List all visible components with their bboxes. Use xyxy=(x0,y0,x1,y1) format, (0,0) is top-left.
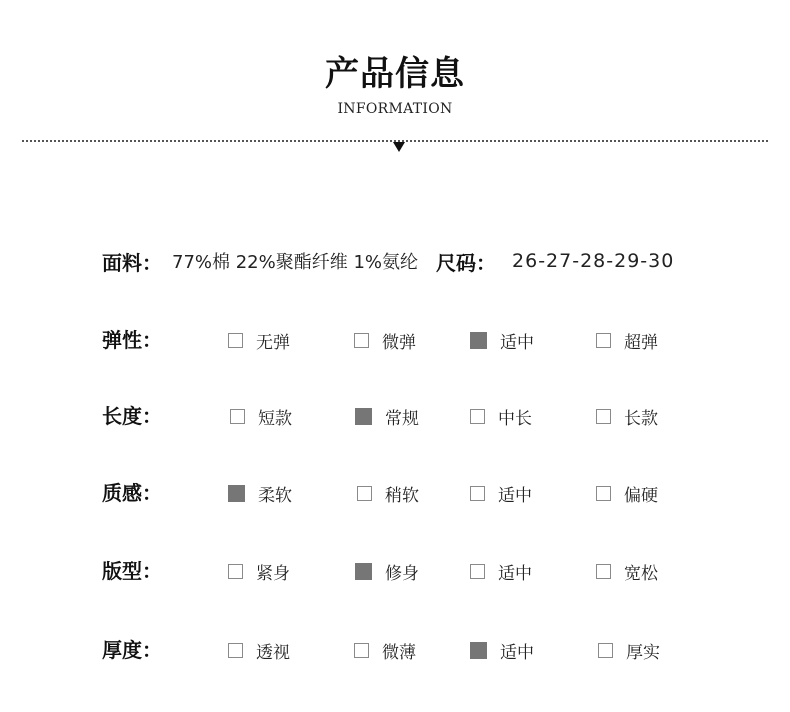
option-label: 宽松 xyxy=(624,563,658,584)
option-label: 微薄 xyxy=(382,642,416,663)
option-slim[interactable] xyxy=(355,557,419,585)
option-moderate-fit[interactable] xyxy=(470,557,532,585)
option-loose[interactable] xyxy=(596,557,658,585)
option-label: 稍软 xyxy=(385,485,419,506)
attribute-row-length xyxy=(0,402,790,430)
option-label: 柔软 xyxy=(258,485,292,506)
checkbox-icon xyxy=(596,564,611,579)
checkbox-icon xyxy=(470,564,485,579)
checkbox-icon xyxy=(596,409,611,424)
checkbox-icon xyxy=(470,486,485,501)
attribute-label: 厚度： xyxy=(102,638,162,662)
checkbox-icon xyxy=(598,643,613,658)
checked-box-icon xyxy=(470,642,487,659)
option-regular[interactable] xyxy=(355,402,419,430)
option-slightly-thin[interactable] xyxy=(354,636,416,664)
option-label: 无弹 xyxy=(256,332,290,353)
option-soft[interactable] xyxy=(228,479,292,507)
option-label: 偏硬 xyxy=(624,485,658,506)
checkbox-icon xyxy=(357,486,372,501)
option-long[interactable] xyxy=(596,402,658,430)
option-slight-stretch[interactable] xyxy=(354,326,416,354)
option-sheer[interactable] xyxy=(228,636,290,664)
checkbox-icon xyxy=(596,486,611,501)
option-label: 适中 xyxy=(498,563,532,584)
divider-arrow-icon xyxy=(393,142,405,152)
attribute-row-texture xyxy=(0,479,790,507)
option-label: 常规 xyxy=(385,408,419,429)
option-label: 适中 xyxy=(500,642,534,663)
option-label: 厚实 xyxy=(626,642,660,663)
checkbox-icon xyxy=(228,564,243,579)
option-label: 适中 xyxy=(500,332,534,353)
checked-box-icon xyxy=(355,408,372,425)
option-stiff[interactable] xyxy=(596,479,658,507)
attribute-row-fit xyxy=(0,557,790,585)
option-tight[interactable] xyxy=(228,557,290,585)
attribute-row-thickness xyxy=(0,636,790,664)
checkbox-icon xyxy=(354,333,369,348)
size-label: 尺码： xyxy=(436,250,497,275)
page-subtitle: INFORMATION xyxy=(337,101,453,117)
option-short[interactable] xyxy=(230,402,292,430)
option-label: 透视 xyxy=(256,642,290,663)
attribute-label: 版型： xyxy=(102,559,162,583)
fabric-label: 面料： xyxy=(102,250,162,275)
checkbox-icon xyxy=(230,409,245,424)
checkbox-icon xyxy=(470,409,485,424)
checked-box-icon xyxy=(355,563,372,580)
option-none-stretch[interactable] xyxy=(228,326,290,354)
size-value: 26-27-28-29-30 xyxy=(512,250,675,272)
attribute-label: 质感： xyxy=(102,481,162,505)
option-moderate-texture[interactable] xyxy=(470,479,532,507)
option-label: 超弹 xyxy=(624,332,658,353)
attribute-label: 弹性： xyxy=(102,328,162,352)
checked-box-icon xyxy=(228,485,245,502)
option-label: 紧身 xyxy=(256,563,290,584)
checked-box-icon xyxy=(470,332,487,349)
option-label: 长款 xyxy=(624,408,658,429)
fabric-size-line xyxy=(102,248,674,274)
checkbox-icon xyxy=(228,643,243,658)
option-moderate-thickness[interactable] xyxy=(470,636,534,664)
attribute-row-elasticity xyxy=(0,326,790,354)
checkbox-icon xyxy=(354,643,369,658)
page-title: 产品信息 xyxy=(325,54,465,94)
option-label: 微弹 xyxy=(382,332,416,353)
checkbox-icon xyxy=(228,333,243,348)
option-slightly-soft[interactable] xyxy=(357,479,419,507)
option-label: 中长 xyxy=(498,408,532,429)
option-super-stretch[interactable] xyxy=(596,326,658,354)
option-label: 适中 xyxy=(498,485,532,506)
option-moderate-stretch[interactable] xyxy=(470,326,534,354)
option-label: 修身 xyxy=(385,563,419,584)
option-mid-length[interactable] xyxy=(470,402,532,430)
option-thick[interactable] xyxy=(598,636,660,664)
checkbox-icon xyxy=(596,333,611,348)
option-label: 短款 xyxy=(258,408,292,429)
attribute-label: 长度： xyxy=(102,404,162,428)
fabric-value: 77%棉 22%聚酯纤维 1%氨纶 xyxy=(172,252,419,273)
